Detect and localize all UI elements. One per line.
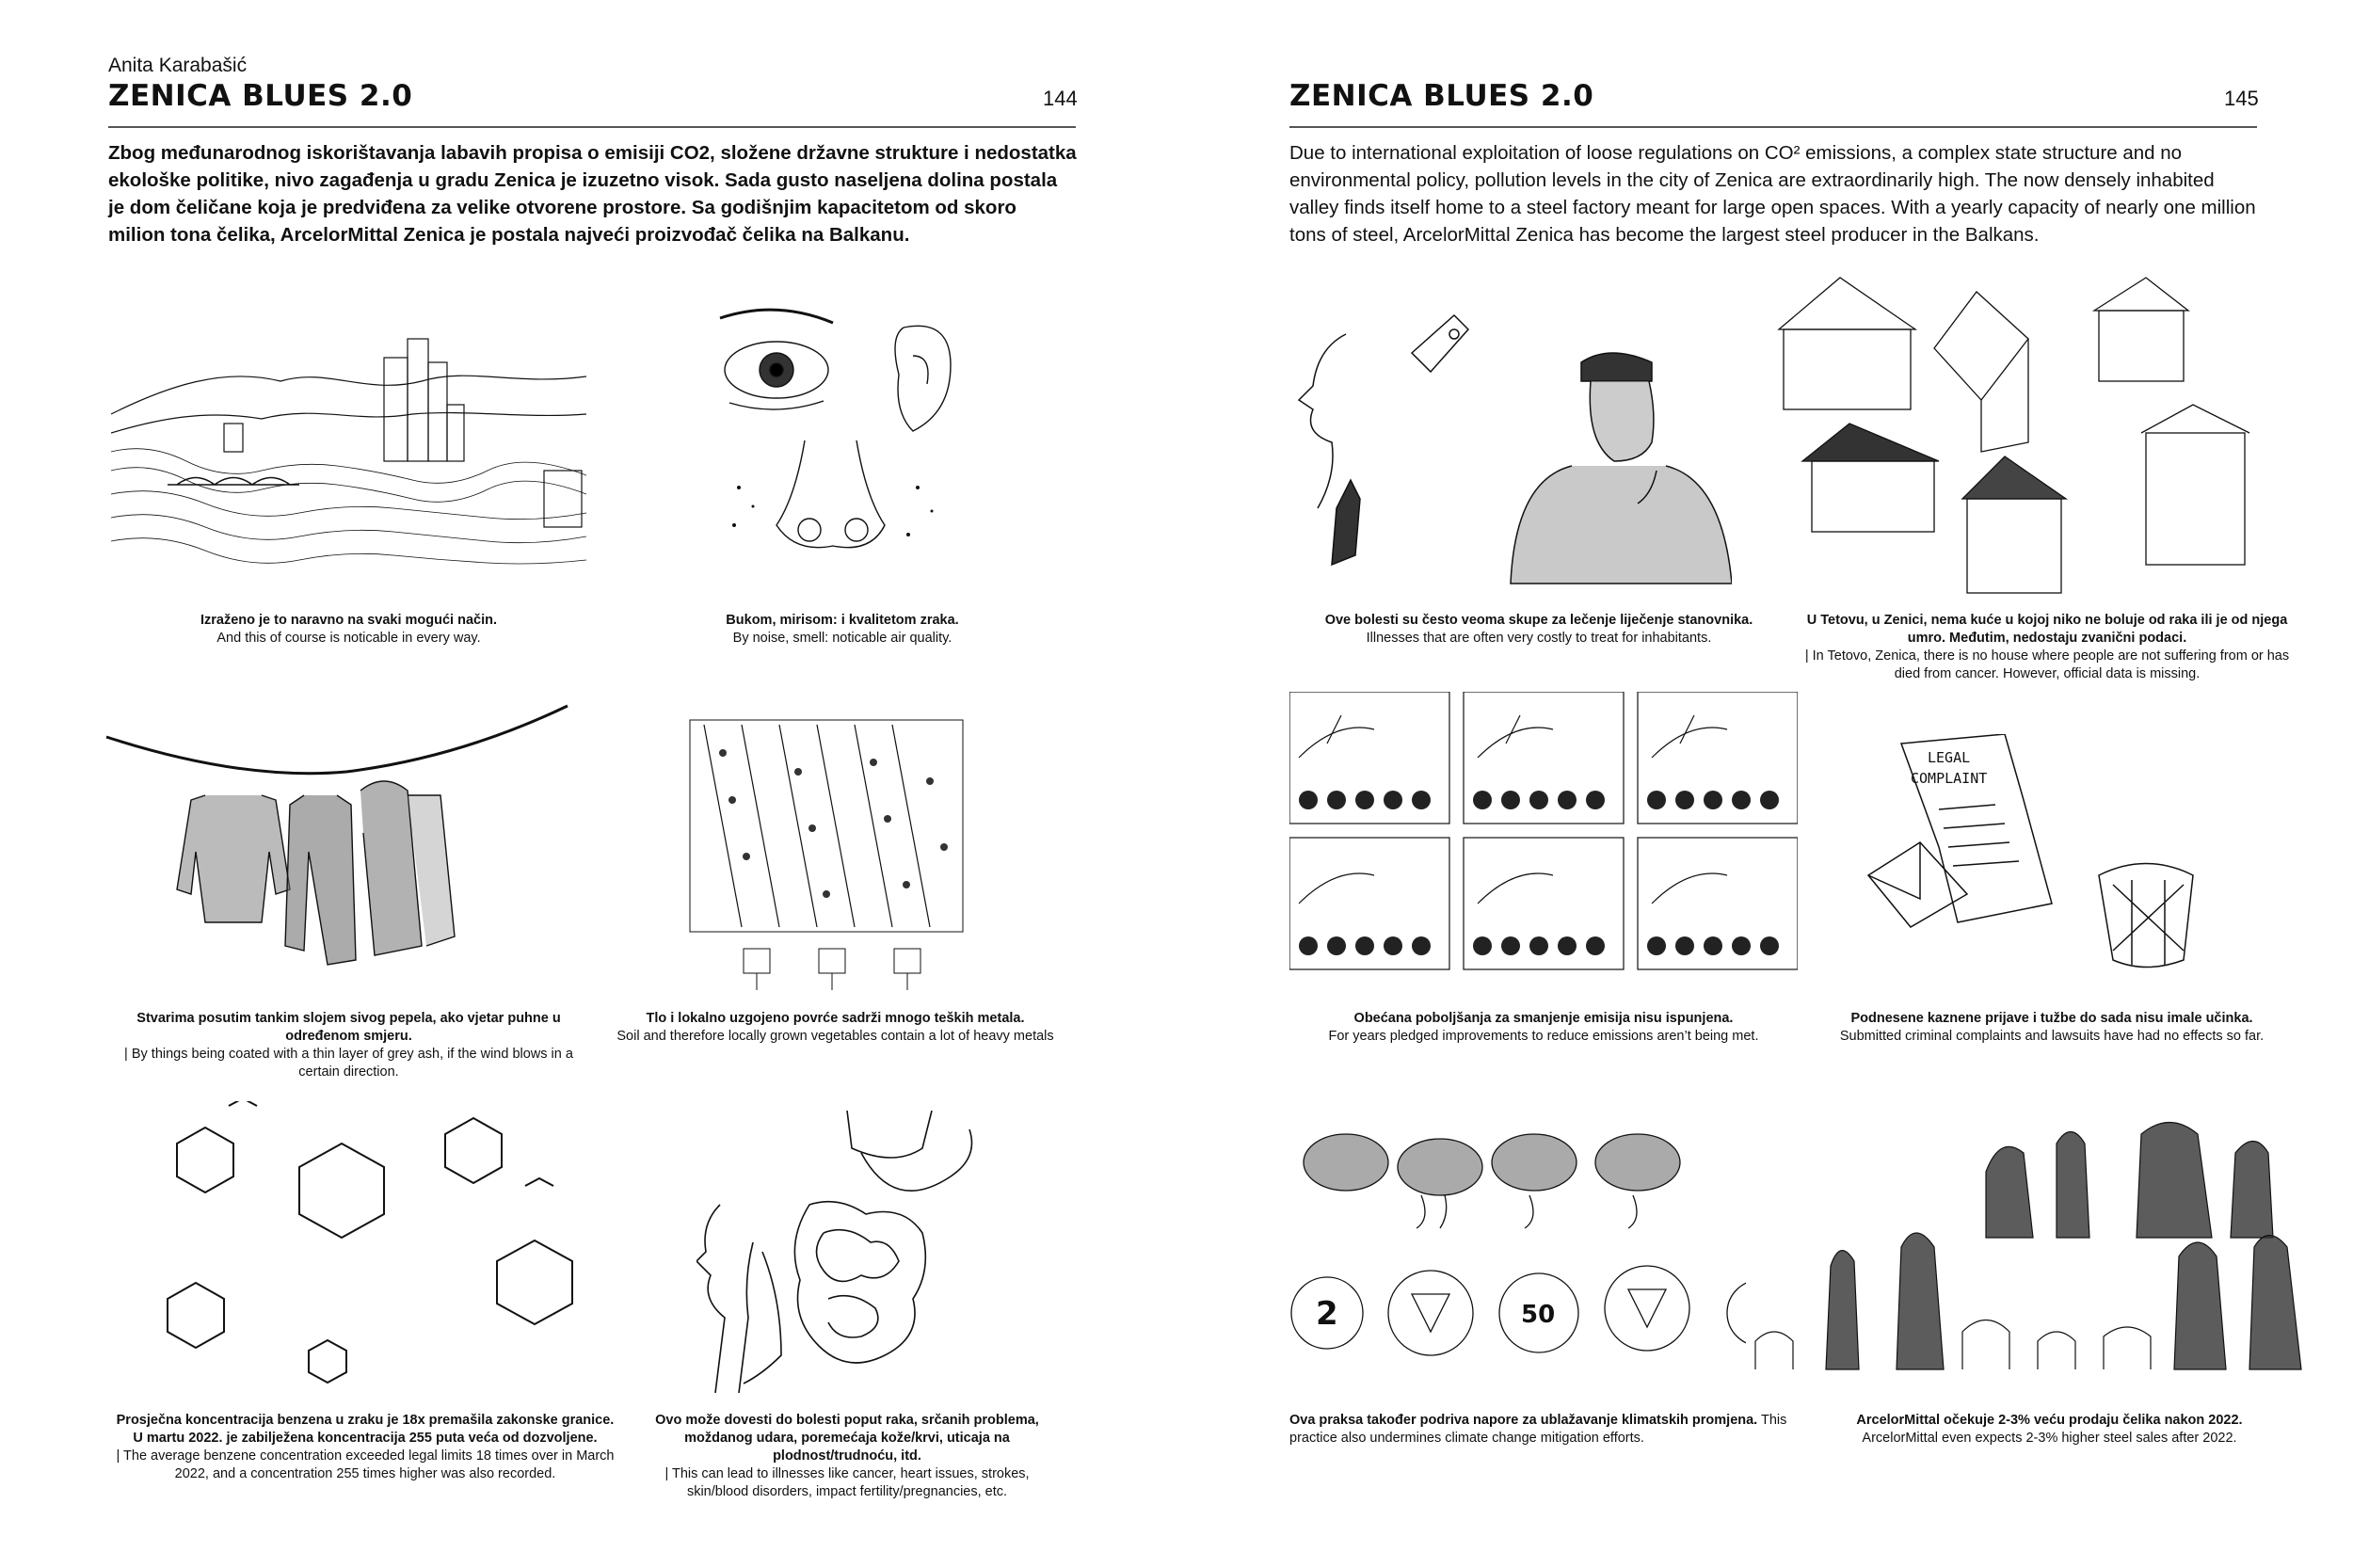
legal-text-line1: LEGAL (1928, 749, 1971, 766)
left-page (0, 0, 1176, 1568)
anatomy-illustration (696, 1111, 988, 1393)
caption-4 (588, 1010, 1082, 1046)
caption-10-en: Submitted criminal complaints and lawsuits have had no effects so far. (1839, 1029, 2265, 1044)
caption-4-en: Soil and therefore locally grown vegetables contain a lot of heavy metals (616, 1029, 1054, 1044)
legal-complaint-illustration (1864, 734, 2259, 988)
caption-3-bs: Stvarima posutim tankim slojem sivog pepela, ako vjetar puhne u određenom smjeru. (136, 1011, 561, 1044)
caption-12-en: ArcelorMittal even expects 2-3% higher steel sales after 2022. (1862, 1431, 2237, 1446)
caption-8-bs: U Tetovu, u Zenici, nema kuće u kojoj niko ne boluje od raka ili je od njega umro. Međutim, nedostaju zvanični podaci. (1806, 613, 2288, 646)
caption-1-bs: Izraženo je to naravno na svaki mogući način. (200, 613, 498, 628)
intro-paragraph: Due to international exploitation of loose regulations on CO² emissions, a complex state structure and no environmental policy, pollution levels in the city of Zenica are extraordinarily high. The now densely inhabited valley finds itself home to a steel factory meant for large open spaces. With a yearly capacity of nearly one million tons of steel, ArcelorMittal Zenica has become the largest steel producer in the Balkans. (1289, 142, 2256, 246)
header-rule (1289, 126, 2257, 128)
caption-12 (1793, 1412, 2306, 1448)
benzene-molecules-illustration (111, 1101, 591, 1384)
page-title: ZENICA BLUES 2.0 (108, 79, 413, 113)
vegetable-field-illustration (685, 715, 968, 998)
caption-5 (111, 1412, 619, 1483)
caption-9 (1289, 1010, 1798, 1046)
emissions-grid-illustration (1289, 692, 1798, 974)
caption-3-en: | By things being coated with a thin layer of grey ash, if the wind blows in a certain direction. (124, 1047, 573, 1080)
silhouettes-graves-illustration (1746, 1115, 2315, 1388)
houses-illustration (1774, 273, 2315, 602)
face-features-illustration (701, 299, 984, 572)
caption-1-en: And this of course is noticable in every way. (216, 631, 481, 646)
smoke-coins-illustration (1289, 1125, 1798, 1388)
inhaler-man-illustration (1280, 311, 1732, 602)
intro-paragraph: Zbog međunarodnog iskorištavanja labavih propisa o emisiji CO2, složene državne strukture i nedostatka ekološke politike, nivo zagađenja u gradu Zenica je izuzetno visok. Sada gusto naseljena dolina postala je dom čeličane koja je predviđena za velike otvorene prostore. Sa godišnjim kapacitetom od skoro milion tona čelika, ArcelorMittal Zenica je postala najveći proizvođač čelika na Balkanu. (108, 142, 1077, 246)
caption-5-en: | The average benzene concentration exceeded legal limits 18 times over in March 2022, and a concentration 255 times higher was also recorded. (116, 1448, 615, 1481)
caption-9-en: For years pledged improvements to reduce emissions aren’t being met. (1328, 1029, 1759, 1044)
legal-text-line2: COMPLAINT (1911, 770, 1988, 787)
cityscape-illustration (111, 329, 586, 565)
caption-3 (111, 1010, 586, 1081)
caption-6-bs: Ovo može dovesti do bolesti poput raka, srčanih problema, moždanog udara, poremećaja kože/krvi, uticaja na plodnost/trudnoću, itd. (655, 1413, 1039, 1464)
author-name: Anita Karabašić (108, 55, 248, 76)
page-title: ZENICA BLUES 2.0 (1289, 79, 1594, 113)
page-number: 144 (1043, 87, 1078, 110)
caption-12-bs: ArcelorMittal očekuje 2-3% veću prodaju čelika nakon 2022. (1856, 1413, 2243, 1428)
caption-9-bs: Obećana poboljšanja za smanjenje emisija nisu ispunjena. (1353, 1011, 1734, 1026)
coin-value-1: 2 (1316, 1295, 1338, 1333)
caption-8 (1793, 612, 2301, 683)
caption-11-en: This practice also undermines climate change mitigation efforts. (1289, 1413, 1787, 1446)
caption-11 (1289, 1412, 1798, 1448)
caption-7-bs: Ove bolesti su često veoma skupe za lečenje liječenje stanovnika. (1324, 613, 1753, 628)
caption-4-bs: Tlo i lokalno uzgojeno povrće sadrži mnogo teških metala. (646, 1011, 1025, 1026)
caption-7-en: Illnesses that are often very costly to treat for inhabitants. (1366, 631, 1712, 646)
caption-1 (111, 612, 586, 648)
caption-10-bs: Podnesene kaznene prijave i tužbe do sada nisu imale učinka. (1850, 1011, 2253, 1026)
coin-value-2: 50 (1521, 1301, 1556, 1329)
caption-6 (649, 1412, 1045, 1501)
caption-10 (1798, 1010, 2306, 1046)
caption-6-en: | This can lead to illnesses like cancer, heart issues, strokes, skin/blood disorders, impact fertility/pregnancies, etc. (664, 1466, 1030, 1499)
header-rule (108, 126, 1076, 128)
right-page (1176, 0, 2353, 1568)
caption-2 (701, 612, 984, 648)
caption-5-bs: Prosječna koncentracija benzena u zraku je 18x premašila zakonske granice. U martu 2022. je zabilježena koncentracija 255 puta veća od dozvoljene. (116, 1413, 615, 1446)
caption-11-bs: Ova praksa također podriva napore za ublažavanje klimatskih promjena. (1289, 1413, 1758, 1428)
clothesline-illustration (102, 701, 572, 979)
caption-7 (1289, 612, 1788, 648)
page-number: 145 (2224, 87, 2259, 110)
caption-2-bs: Bukom, mirisom: i kvalitetom zraka. (726, 613, 959, 628)
caption-8-en: | In Tetovo, Zenica, there is no house where people are not suffering from or has died from cancer. However, official data is missing. (1804, 648, 2290, 681)
caption-2-en: By noise, smell: noticable air quality. (732, 631, 952, 646)
